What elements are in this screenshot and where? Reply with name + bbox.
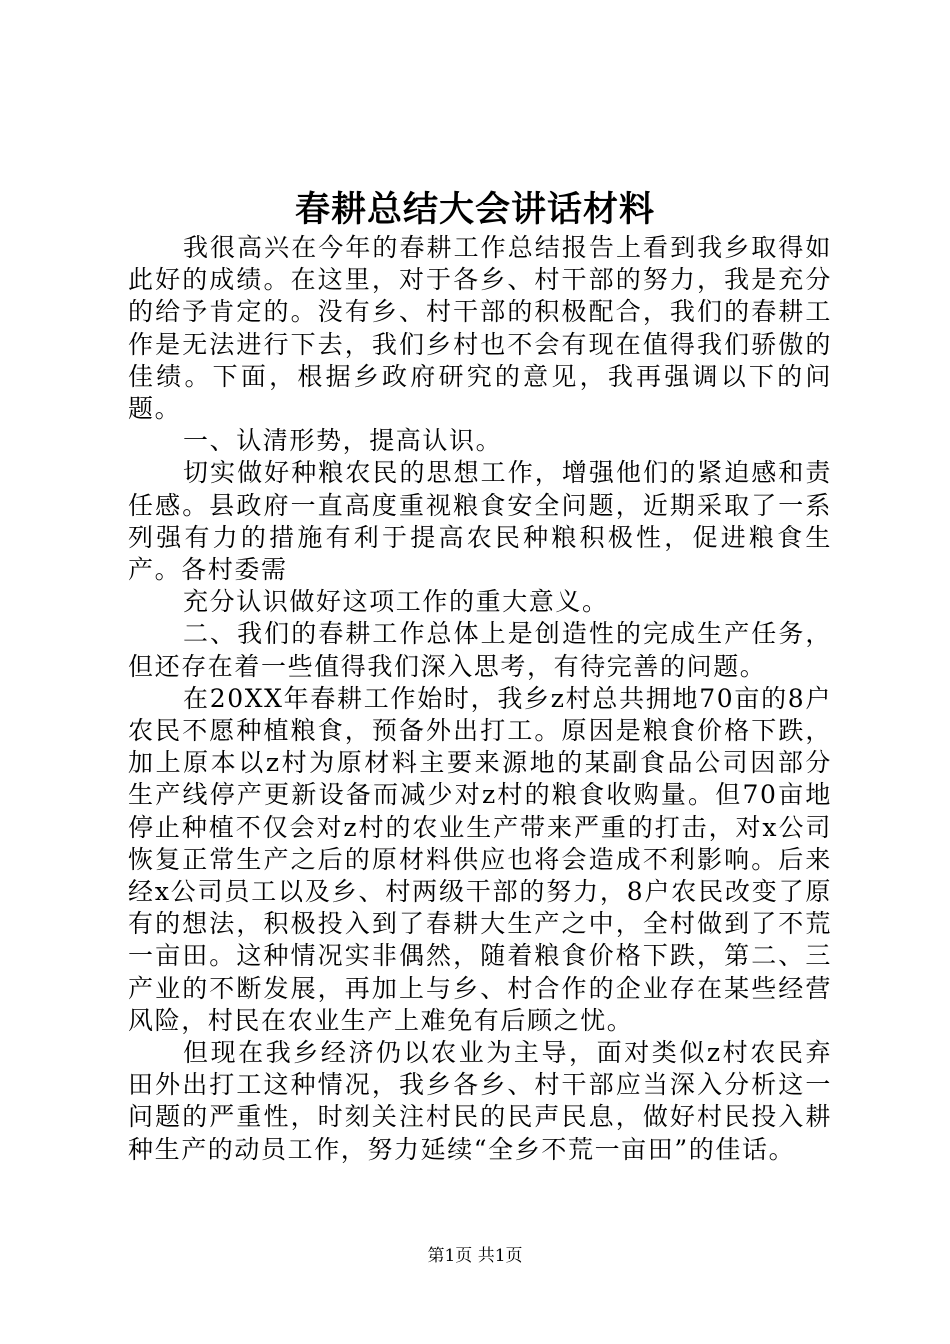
paragraph-section-1: 切实做好种粮农民的思想工作，增强他们的紧迫感和责任感。县政府一直高度重视粮食安全问题，近期采取了一系列强有力的措施有利于提高农民种粮积极性，促进粮食生产。各村委需 [128, 458, 832, 585]
paragraph-opening: 我很高兴在今年的春耕工作总结报告上看到我乡取得如此好的成绩。在这里，对于各乡、村干部的努力，我是充分的给予肯定的。没有乡、村干部的积极配合，我们的春耕工作是无法进行下去，我们乡村也不会有现在值得我们骄傲的佳绩。下面，根据乡政府研究的意见，我再强调以下的问题。 [128, 233, 832, 424]
paragraph-case-study: 在20XX年春耕工作始时，我乡z村总共拥地70亩的8户农民不愿种植粮食，预备外出打工。原因是粮食价格下跌，加上原本以z村为原材料主要来源地的某副食品公司因部分生产线停产更新设备而减少对z村的粮食收购量。但70亩地停止种植不仅会对z村的农业生产带来严重的打击，对x公司恢复正常生产之后的原材料供应也将会造成不利影响。后来经x公司员工以及乡、村两级干部的努力，8户农民改变了原有的想法，积极投入到了春耕大生产之中，全村做到了不荒一亩田。这种情况实非偶然，随着粮食价格下跌，第二、三产业的不断发展，再加上与乡、村合作的企业存在某些经营风险，村民在农业生产上难免有后顾之忧。 [128, 683, 832, 1035]
document-title: 春耕总结大会讲话材料 [294, 189, 655, 230]
paragraph-closing: 但现在我乡经济仍以农业为主导，面对类似z村农民弃田外出打工这种情况，我乡各乡、村干部应当深入分析这一问题的严重性，时刻关注村民的民声民息，做好村民投入耕种生产的动员工作，努力延续“全乡不荒一亩田”的佳话。 [128, 1038, 832, 1164]
section-heading-2: 二、我们的春耕工作总体上是创造性的完成生产任务，但还存在着一些值得我们深入思考，有待完善的问题。 [128, 619, 832, 681]
section-heading-1: 一、认清形势，提高认识。 [183, 426, 503, 456]
page-footer: 第1页 共1页 [427, 1246, 523, 1266]
paragraph-section-1-continued: 充分认识做好这项工作的重大意义。 [183, 587, 609, 617]
document-body [128, 232, 832, 1166]
